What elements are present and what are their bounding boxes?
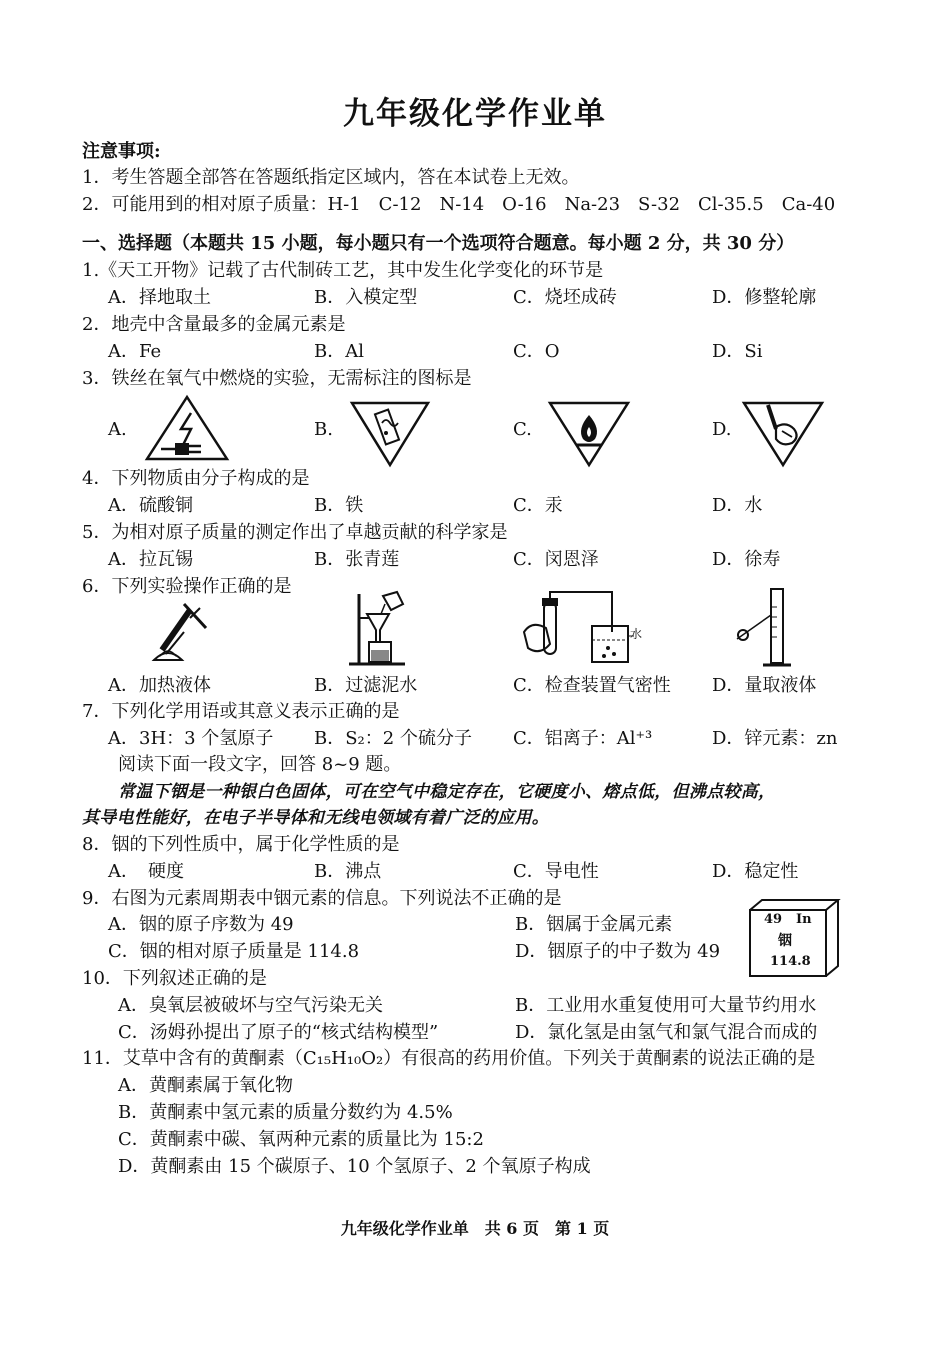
q8-option-b[interactable]: B．沸点	[314, 861, 382, 882]
q2-option-a[interactable]: A．Fe	[108, 341, 162, 362]
flame-icon	[548, 393, 630, 463]
q11-option-b[interactable]: B．黄酮素中氢元素的质量分数约为 4.5%	[118, 1102, 453, 1123]
question-11-stem: 11．艾草中含有的黄酮素（C₁₅H₁₀O₂）有很高的药用价值。下列关于黄酮素的说法正确的是	[82, 1048, 816, 1069]
q9-option-a[interactable]: A．铟的原子序数为 49	[108, 914, 294, 935]
q8-option-c[interactable]: C．导电性	[513, 861, 599, 882]
question-9-stem: 9．右图为元素周期表中铟元素的信息。下列说法不正确的是	[82, 888, 562, 909]
question-8-stem: 8．铟的下列性质中，属于化学性质的是	[82, 834, 400, 855]
reading-intro: 阅读下面一段文字，回答 8~9 题。	[118, 754, 402, 775]
q9-option-d[interactable]: D．铟原子的中子数为 49	[515, 941, 721, 962]
q2-option-d[interactable]: D．Si	[712, 341, 763, 362]
reading-line-1: 常温下铟是一种银白色固体，可在空气中稳定存在，它硬度小、熔点低，但沸点较高，	[118, 782, 776, 802]
electric-hazard-icon	[145, 393, 230, 463]
question-2-stem: 2．地壳中含量最多的金属元素是	[82, 314, 346, 335]
q2-option-c[interactable]: C．O	[513, 341, 560, 362]
q6-option-c[interactable]: C．检查装置气密性	[513, 675, 671, 696]
q1-option-c[interactable]: C．烧坯成砖	[513, 287, 617, 308]
q4-option-a[interactable]: A．硫酸铜	[108, 495, 193, 516]
q4-option-c[interactable]: C．汞	[513, 495, 563, 516]
element-cell-indium	[748, 898, 840, 978]
question-6-stem: 6．下列实验操作正确的是	[82, 576, 292, 597]
q4-option-b[interactable]: B．铁	[314, 495, 364, 516]
q7-option-c[interactable]: C．铝离子：Al⁺³	[513, 728, 653, 749]
reading-line-2: 其导电性能好，在电子半导体和无线电领域有着广泛的应用。	[82, 808, 550, 828]
water-label: 水	[630, 627, 643, 641]
airtightness-check-figure	[520, 592, 635, 668]
q3-option-c[interactable]: C.	[513, 419, 532, 440]
question-7-stem: 7．下列化学用语或其意义表示正确的是	[82, 701, 400, 722]
q3-option-b[interactable]: B.	[314, 419, 333, 440]
safety-glove-icon	[742, 393, 824, 463]
q8-option-d[interactable]: D．稳定性	[712, 861, 799, 882]
q2-option-b[interactable]: B．Al	[314, 341, 364, 362]
q5-option-a[interactable]: A．拉瓦锡	[108, 549, 193, 570]
question-10-stem: 10．下列叙述正确的是	[82, 968, 267, 989]
q8-option-a[interactable]: A． 硬度	[108, 861, 184, 882]
note-item-1: 1．考生答题全部答在答题纸指定区域内，答在本试卷上无效。	[82, 167, 580, 188]
q5-option-c[interactable]: C．闵恩泽	[513, 549, 599, 570]
element-symbol: In	[796, 912, 812, 927]
q3-option-d[interactable]: D.	[712, 419, 732, 440]
element-name: 铟	[778, 933, 792, 949]
q1-option-d[interactable]: D．修整轮廓	[712, 287, 817, 308]
section-heading: 一、选择题（本题共 15 小题，每小题只有一个选项符合题意。每小题 2 分，共 30 分）	[82, 233, 795, 254]
q11-option-c[interactable]: C．黄酮素中碳、氧两种元素的质量比为 15:2	[118, 1129, 484, 1150]
q9-option-c[interactable]: C．铟的相对原子质量是 114.8	[108, 941, 360, 962]
question-5-stem: 5．为相对原子质量的测定作出了卓越贡献的科学家是	[82, 522, 508, 543]
q11-option-d[interactable]: D．黄酮素由 15 个碳原子、10 个氢原子、2 个氧原子构成	[118, 1156, 591, 1177]
q10-option-b[interactable]: B．工业用水重复使用可大量节约用水	[515, 995, 817, 1016]
question-1-stem: 1.《天工开物》记载了古代制砖工艺，其中发生化学变化的环节是	[82, 260, 604, 281]
q10-option-a[interactable]: A．臭氧层被破坏与空气污染无关	[118, 995, 383, 1016]
q4-option-d[interactable]: D．水	[712, 495, 763, 516]
element-mass: 114.8	[770, 954, 811, 969]
q9-option-b[interactable]: B．铟属于金属元素	[515, 914, 673, 935]
q5-option-b[interactable]: B．张青莲	[314, 549, 400, 570]
q6-option-a[interactable]: A．加热液体	[108, 675, 211, 696]
q10-option-c[interactable]: C．汤姆孙提出了原子的“核式结构模型”	[118, 1022, 439, 1043]
q7-option-a[interactable]: A．3H：3 个氢原子	[108, 728, 274, 749]
q5-option-d[interactable]: D．徐寿	[712, 549, 781, 570]
question-4-stem: 4．下列物质由分子构成的是	[82, 468, 310, 489]
q1-option-a[interactable]: A．择地取土	[108, 287, 211, 308]
q7-option-d[interactable]: D．锌元素：zn	[712, 728, 838, 749]
page-title: 九年级化学作业单	[343, 96, 607, 132]
heating-liquid-figure	[140, 598, 215, 668]
note-item-2: 2．可能用到的相对原子质量：H-1 C-12 N-14 O-16 Na-23 S-32 Cl-35.5 Ca-40	[82, 194, 836, 215]
element-number: 49	[764, 912, 783, 927]
q1-option-b[interactable]: B．入模定型	[314, 287, 418, 308]
q10-option-d[interactable]: D．氯化氢是由氢气和氯气混合而成的	[515, 1022, 818, 1043]
q3-option-a[interactable]: A.	[108, 419, 127, 440]
q7-option-b[interactable]: B．S₂：2 个硫分子	[314, 728, 472, 749]
filtration-figure	[345, 590, 410, 668]
question-3-stem: 3．铁丝在氧气中燃烧的实验，无需标注的图标是	[82, 368, 472, 389]
q11-option-a[interactable]: A．黄酮素属于氧化物	[118, 1075, 293, 1096]
page-footer: 九年级化学作业单 共 6 页 第 1 页	[340, 1219, 610, 1238]
hot-object-icon	[350, 393, 430, 463]
q6-option-d[interactable]: D．量取液体	[712, 675, 817, 696]
q6-option-b[interactable]: B．过滤泥水	[314, 675, 418, 696]
graduated-cylinder-figure	[735, 587, 805, 669]
notes-heading: 注意事项:	[82, 141, 161, 162]
